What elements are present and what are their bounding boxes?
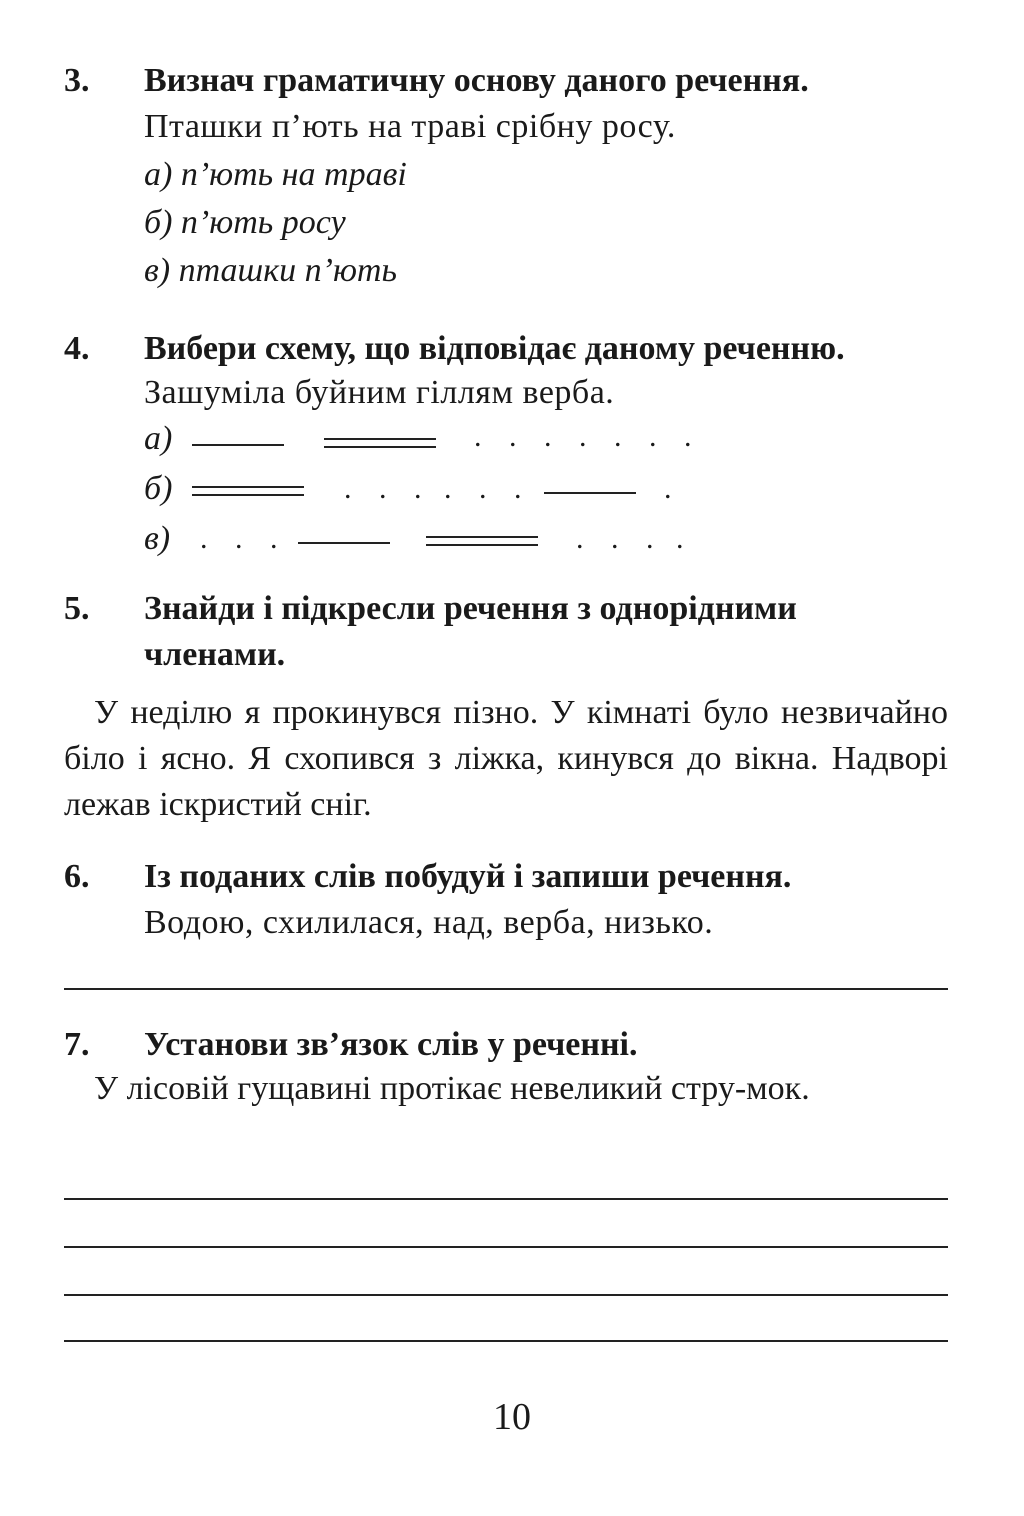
task-5-title-line-2: членами. [144,636,286,673]
task-7-answer-line-2[interactable] [64,1246,948,1248]
scheme-c-label: в) [144,520,171,557]
task-7-answer-line-3[interactable] [64,1294,948,1296]
task-3-option-c: в) пташки п’ють [144,252,397,289]
scheme-c-end-dot: . [676,522,694,555]
task-3-option-a: а) п’ють на траві [144,156,407,193]
task-4-number: 4. [64,330,90,367]
scheme-c-dots-2: . . . [576,522,664,555]
task-6-title: Із поданих слів побудуй і запиши речення. [144,858,792,895]
task-7-number: 7. [64,1026,90,1063]
scheme-b-subject-line [544,492,636,494]
task-5-title-line-1: Знайди і підкресли речення з однорідними [144,590,797,627]
task-5-number: 5. [64,590,90,627]
scheme-b-end-dot: . [664,472,682,505]
task-3-sentence: Пташки п’ють на траві срібну росу. [144,108,676,145]
task-7-text: У лісовій гущавині протікає невеликий стру-мок. [94,1070,810,1107]
task-6-number: 6. [64,858,90,895]
task-7-answer-line-4[interactable] [64,1340,948,1342]
task-7-answer-line-1[interactable] [64,1198,948,1200]
scheme-c-predicate-line [426,536,538,546]
scheme-b-dots-2: . . . [444,472,532,505]
task-3-option-b: б) п’ють росу [144,204,346,241]
task-6-words: Водою, схилилася, над, верба, низько. [144,904,714,941]
task-4-sentence: Зашуміла буйним гіллям верба. [144,374,615,411]
scheme-b-predicate-line [192,486,304,496]
task-5-text: У неділю я прокинувся пізно. У кімнаті було незвичайно біло і ясно. Я схопився з ліжка, кинувся до вікна. Надворі лежав іскристий сніг. [64,694,948,823]
task-7-title: Установи зв’язок слів у реченні. [144,1026,638,1063]
scheme-a-subject-line [192,444,284,446]
scheme-a-secondary-dots: . . . . . . . [474,420,702,453]
task-6-answer-line[interactable] [64,988,948,990]
task-3-title: Визнач граматичну основу даного речення. [144,62,809,99]
scheme-a-label: а) [144,420,173,457]
page-number: 10 [493,1396,531,1438]
scheme-option-a [144,420,744,460]
scheme-b-label: б) [144,470,173,507]
scheme-c-dots-1: . . . [200,522,288,555]
scheme-a-predicate-line [324,438,436,448]
scheme-option-b [144,470,744,510]
task-3-number: 3. [64,62,90,99]
scheme-b-dots-1: . . . [344,472,432,505]
task-4-title: Вибери схему, що відповідає даному реченню. [144,330,845,367]
scheme-option-c [144,520,744,560]
scheme-c-subject-line [298,542,390,544]
